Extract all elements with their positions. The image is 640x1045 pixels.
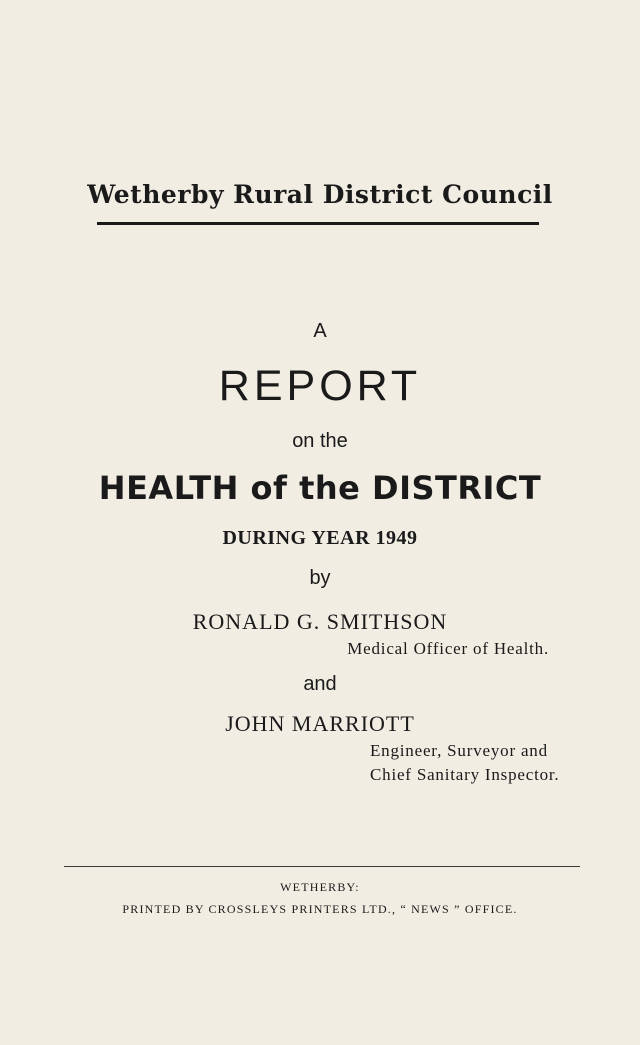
footer-rule xyxy=(64,866,580,867)
by-text: by xyxy=(309,567,331,589)
period-text: DURING YEAR 1949 xyxy=(222,527,418,549)
author-title-2-line-2: Chief Sanitary Inspector. xyxy=(370,765,560,784)
subject-title: HEALTH of the DISTRICT xyxy=(98,469,542,507)
footer-printer: PRINTED BY CROSSLEYS PRINTERS LTD., “ NEWS ” OFFICE. xyxy=(122,902,518,916)
author-name-1: RONALD G. SMITHSON xyxy=(192,609,448,634)
on-the-text: on the xyxy=(292,430,348,452)
heading-underline xyxy=(97,222,539,225)
author-title-2-line-1: Engineer, Surveyor and xyxy=(370,741,548,760)
report-title: REPORT xyxy=(218,362,422,410)
article-text: A xyxy=(313,320,327,342)
footer-place: WETHERBY: xyxy=(280,880,360,894)
council-heading: Wetherby Rural District Council xyxy=(87,180,553,209)
author-name-2: JOHN MARRIOTT xyxy=(225,711,415,736)
author-title-1: Medical Officer of Health. xyxy=(347,639,549,658)
and-text: and xyxy=(303,673,337,695)
